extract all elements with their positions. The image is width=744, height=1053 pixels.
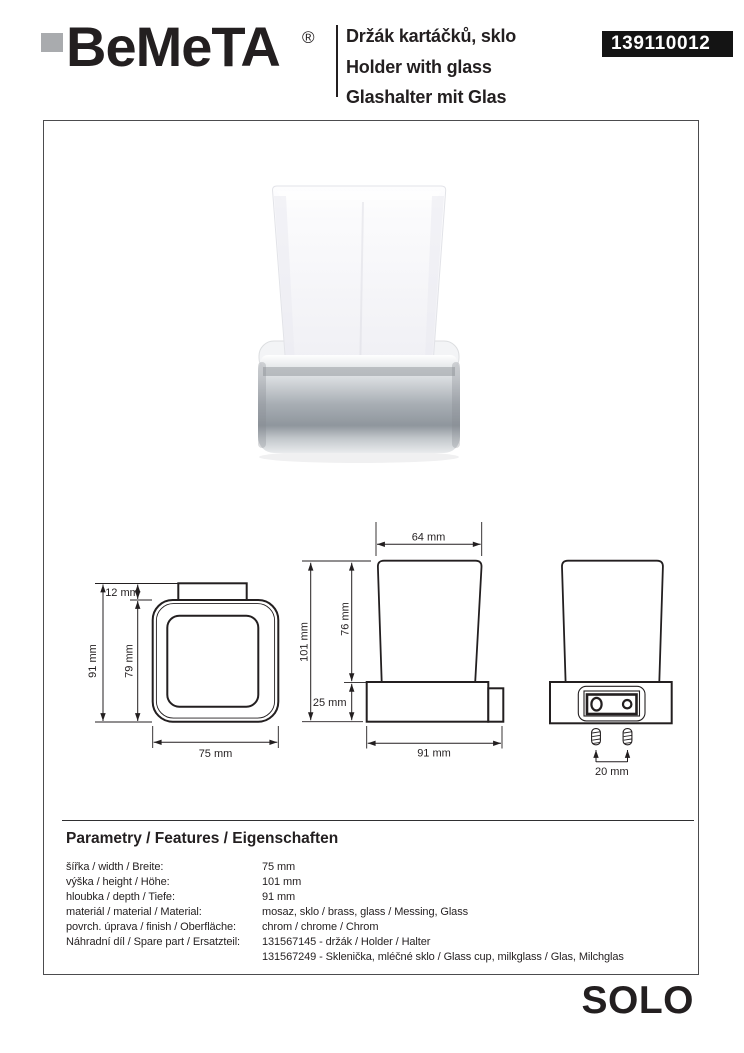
- spec-label: výška / height / Höhe:: [66, 876, 170, 888]
- dim-label-tab-depth: 12 mm: [105, 587, 139, 599]
- product-titles: [346, 21, 516, 113]
- specs-table: [66, 860, 624, 965]
- holder-left-edge: [258, 362, 266, 448]
- spec-row-depth: [66, 890, 624, 905]
- dim-label-cup-height: 76 mm: [339, 602, 352, 636]
- dim-label-inner-depth: 79 mm: [123, 644, 136, 678]
- spec-label: hloubka / depth / Tiefe:: [66, 891, 175, 903]
- spec-row-spare-part-2: [66, 950, 624, 965]
- spec-row-material: [66, 905, 624, 920]
- spec-row-height: [66, 875, 624, 890]
- spec-label: povrch. úprava / finish / Oberfläche:: [66, 921, 236, 933]
- holder-right-edge: [452, 362, 460, 448]
- screw-right: [623, 729, 632, 745]
- holder-front-rim: [261, 355, 457, 368]
- spec-value: 131567249 - Sklenička, mléčné sklo / Glass cup, milkglass / Glas, Milchglas: [262, 951, 624, 963]
- header-divider: [336, 25, 338, 97]
- product-title-en: Holder with glass: [346, 56, 492, 77]
- spec-value: 75 mm: [262, 861, 296, 873]
- spec-value: 131567145 - držák / Holder / Halter: [262, 936, 431, 948]
- dim-label-total-depth: 91 mm: [87, 644, 99, 678]
- spec-value: mosaz, sklo / brass, glass / Messing, Glass: [262, 906, 468, 918]
- dim-label-total-height: 101 mm: [298, 622, 311, 662]
- spec-row-spare-part-1: [66, 935, 624, 950]
- dim-label-screw-spacing: 20 mm: [594, 766, 629, 778]
- dim-label-width: 75 mm: [198, 748, 233, 760]
- back-view-drawing: [550, 561, 672, 778]
- product-title-cs: Držák kartáčků, sklo: [346, 26, 517, 46]
- technical-drawings: [43, 515, 700, 790]
- spec-label: šířka / width / Breite:: [66, 861, 164, 873]
- holder-rim-shadow: [263, 367, 455, 376]
- spec-value: 91 mm: [262, 891, 296, 903]
- registered-mark: ®: [302, 28, 315, 47]
- glass-top-rim: [277, 191, 441, 200]
- dim-label-total-width: 91 mm: [417, 747, 451, 760]
- spec-row-finish: [66, 920, 624, 935]
- spec-label: Náhradní díl / Spare part / Ersatzteil:: [66, 936, 241, 948]
- series-name: SOLO: [581, 979, 694, 1022]
- product-photo: [220, 170, 520, 470]
- spec-value: chrom / chrome / Chrom: [262, 921, 379, 933]
- specs-heading: Parametry / Features / Eigenschaften: [66, 830, 339, 847]
- logo-square-icon: [41, 33, 63, 52]
- top-view-drawing: [87, 583, 278, 760]
- front-view-drawing: [299, 522, 504, 760]
- section-divider: [62, 820, 694, 821]
- product-title-de: Glashalter mit Glas: [346, 87, 507, 107]
- product-code-badge: 139110012: [602, 31, 733, 57]
- dim-label-cup-top-width: 64 mm: [411, 531, 446, 544]
- dim-label-base-height: 25 mm: [312, 697, 347, 709]
- screw-left: [592, 729, 601, 745]
- spec-label: materiál / material / Material:: [66, 906, 202, 918]
- spec-label: [66, 950, 262, 965]
- brand-text: BeMeTA: [66, 15, 280, 78]
- spec-value: 101 mm: [262, 876, 302, 888]
- spec-row-width: [66, 860, 624, 875]
